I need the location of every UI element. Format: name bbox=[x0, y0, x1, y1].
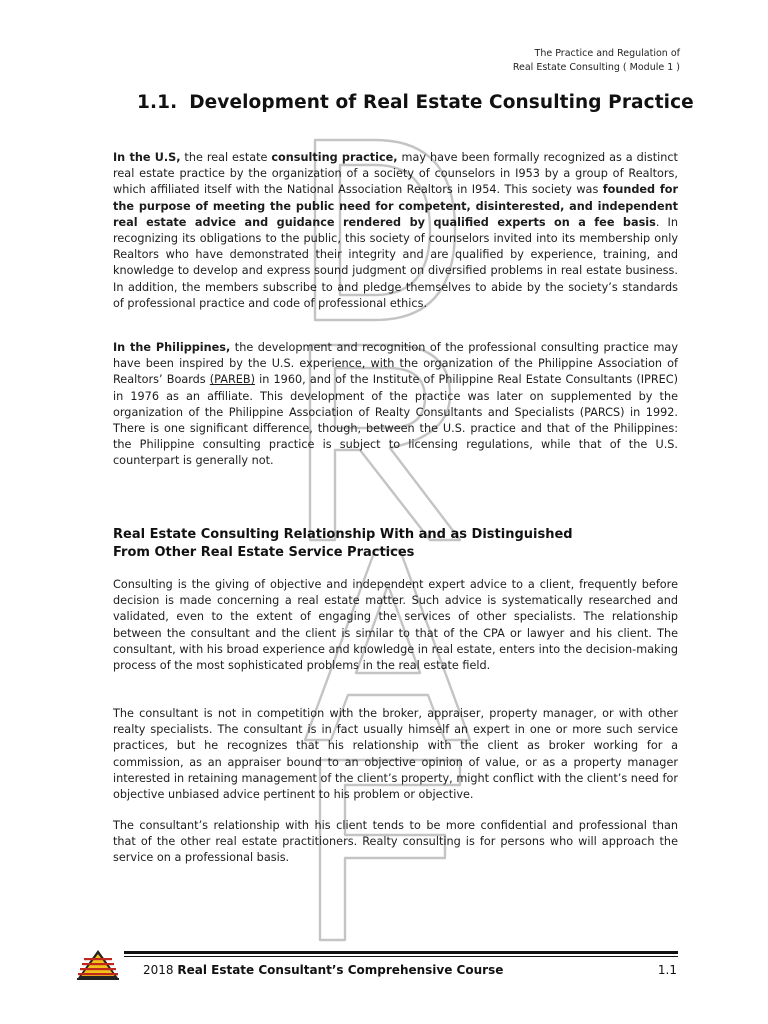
section-number: 1.1. bbox=[137, 92, 178, 113]
footer-rule-thin bbox=[124, 956, 678, 957]
section-title bbox=[137, 92, 694, 113]
paragraph-consultant-competition: The consultant is not in competition with the broker, appraiser, property manager, or with other realty specialists. The consultant is in fact usually himself an expert in one or more such service practices, but he recognizes that his relationship with the client as broker working for a commission, as an appraiser bound to an objective opinion of value, or as a property manager interested in retaining management of the client’s property, might conflict with the client’s need for objective unbiased advice pertinent to his problem or objective. bbox=[113, 707, 678, 802]
page-number: 1.1 bbox=[657, 963, 677, 977]
paragraph-us bbox=[113, 150, 678, 312]
paragraph-consulting-definition: Consulting is the giving of objective and independent expert advice to a client, frequently before decision is made concerning a real estate matter. Such advice is systematically researched and validated, even to the extent of engaging the services of other specialists. The relationship between the consultant and the client is similar to that of the CPA or lawyer and his client. The consultant, with his broad experience and knowledge in real estate, enters into the decision-making process of the most sophisticated problems in the real estate field. bbox=[113, 578, 678, 673]
text-run: in 1960, and of the Institute of Philippine Real Estate Consultants (IPREC) in 1976 as an affiliate. This development of the practice was later on supplemented by the organization of the Philippine Association of Realty Consultants and Specialists (PARCS) in 1992. There is one significant difference, though, between the U.S. practice and that of the Philippines: the Philippine consulting practice is subject to licensing regulations, while that of the U.S. counterpart is generally not. bbox=[113, 373, 678, 468]
bold-run: founded for the purpose of meeting the public need for competent, disinterested, and independent real estate advice and guidance rendered by qualified experts on a fee basis bbox=[113, 183, 678, 229]
footer-rule bbox=[124, 951, 678, 954]
paragraph-consultant-relationship: The consultant’s relationship with his client tends to be more confidential and professional than that of the other real estate practitioners. Realty consulting is for persons who will approach the service on a professional basis. bbox=[113, 819, 678, 865]
text-run: may have been formally recognized as a distinct real estate practice by the organization of a society of counselors in I953 by a group of Realtors, which affiliated itself with the National Association Realtors in I954. This society was bbox=[113, 151, 678, 197]
bold-run: consulting practice, bbox=[271, 151, 398, 164]
lead-philippines: In the Philippines, bbox=[113, 341, 231, 354]
text-run: . In recognizing its obligations to the public, this society of counselors invited into its membership only Realtors who have demonstrated their integrity and are qualified by experience, training, and knowledge to develop and express sound judgment on diversified problems in real estate business. In addition, the members subscribe to and pledge themselves to abide by the society’s standards of professional practice and code of professional ethics. bbox=[113, 215, 678, 310]
subheading bbox=[113, 526, 573, 562]
header-line-2: Real Estate Consulting ( Module 1 ) bbox=[512, 62, 680, 73]
pyramid-logo-icon bbox=[76, 948, 120, 982]
running-header bbox=[513, 47, 680, 75]
footer-year: 2018 bbox=[143, 963, 178, 977]
lead-us: In the U.S, bbox=[113, 151, 181, 164]
section-title-text: Development of Real Estate Consulting Practice bbox=[189, 92, 694, 113]
subheading-line-2: From Other Real Estate Service Practices bbox=[113, 545, 415, 560]
underlined-run: (PAREB) bbox=[209, 373, 255, 387]
footer-course-name: Real Estate Consultant’s Comprehensive Course bbox=[177, 963, 504, 977]
footer-course-title bbox=[143, 963, 503, 977]
header-line-1: The Practice and Regulation of bbox=[534, 48, 680, 59]
subheading-line-1: Real Estate Consulting Relationship With and as Distinguished bbox=[113, 527, 573, 542]
paragraph-philippines bbox=[113, 340, 678, 470]
text-run: the real estate bbox=[180, 151, 272, 164]
text-run: the development and recognition of the professional consulting practice may have been inspired by the U.S. experience, with the organization of the Philippine Association of Realtors’ Boards bbox=[113, 341, 678, 387]
